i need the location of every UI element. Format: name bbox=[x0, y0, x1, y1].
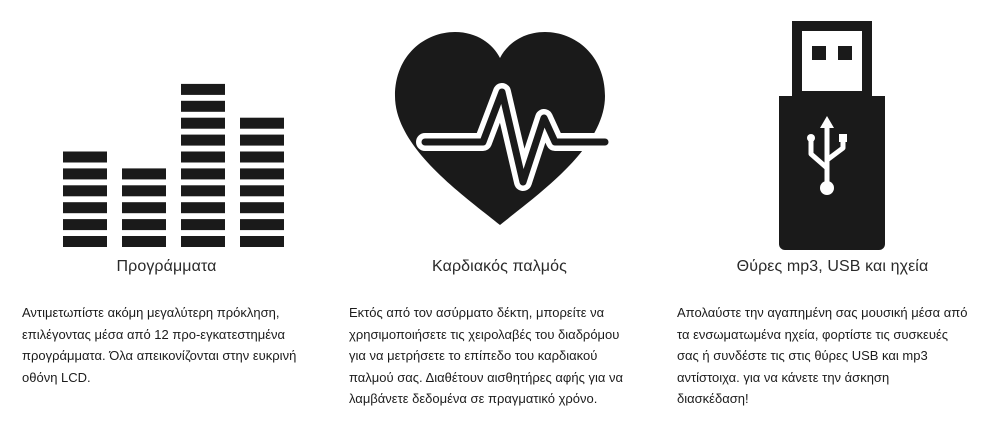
equalizer-block bbox=[181, 152, 225, 163]
description-line: προγράμματα. Όλα απεικονίζονται στην ευκρινή bbox=[22, 348, 297, 363]
description-line: Εκτός από τον ασύρματο δέκτη, μπορείτε να bbox=[349, 305, 605, 320]
equalizer-block bbox=[181, 202, 225, 213]
equalizer-block bbox=[63, 152, 107, 163]
feature-title: Θύρες mp3, USB και ηχεία bbox=[736, 258, 929, 275]
equalizer-block bbox=[181, 101, 225, 112]
equalizer-block bbox=[122, 168, 166, 179]
equalizer-block bbox=[63, 236, 107, 247]
equalizer-block bbox=[240, 135, 284, 146]
equalizer-block bbox=[240, 219, 284, 230]
equalizer-block bbox=[240, 202, 284, 213]
description-line: Αντιμετωπίστε ακόμη μεγαλύτερη πρόκληση, bbox=[22, 305, 280, 320]
equalizer-block bbox=[181, 118, 225, 129]
description-line: αντίστοιχα. για να κάνετε την άσκηση bbox=[677, 369, 890, 385]
equalizer-block bbox=[63, 202, 107, 213]
equalizer-block bbox=[122, 202, 166, 213]
feature-title: Προγράμματα bbox=[116, 258, 217, 275]
description-line: λαμβάνετε δεδομένα σε πραγματικό χρόνο. bbox=[349, 391, 598, 406]
description-line: διασκέδαση! bbox=[677, 391, 749, 406]
description-line: τα ενσωματωμένα ηχεία, φορτίστε τις συσκευές bbox=[677, 326, 949, 342]
equalizer-block bbox=[181, 135, 225, 146]
feature-description bbox=[22, 302, 296, 388]
equalizer-block bbox=[181, 185, 225, 196]
equalizer-block bbox=[181, 84, 225, 95]
usb-drive-icon bbox=[666, 0, 999, 250]
heart-pulse-icon bbox=[333, 0, 666, 250]
equalizer-block bbox=[240, 168, 284, 179]
feature-heart-rate bbox=[333, 0, 666, 433]
equalizer-block bbox=[240, 152, 284, 163]
feature-usb-mp3-speakers bbox=[666, 0, 999, 433]
feature-title: Καρδιακός παλμός bbox=[432, 258, 567, 275]
description-line: Απολαύστε την αγαπημένη σας μουσική μέσα από bbox=[677, 305, 968, 320]
equalizer-block bbox=[122, 185, 166, 196]
description-line: χρησιμοποιήσετε τις χειρολαβές του διαδρόμου bbox=[349, 326, 620, 342]
equalizer-block bbox=[181, 168, 225, 179]
description-line: παλμού σας. Διαθέτουν αισθητήρες αφής για να bbox=[349, 369, 623, 385]
equalizer-block bbox=[181, 219, 225, 230]
feature-description bbox=[349, 302, 623, 410]
feature-description bbox=[677, 302, 967, 410]
description-line: σας ή συνδέστε τις στις θύρες USB και mp3 bbox=[677, 348, 928, 363]
equalizer-block bbox=[63, 219, 107, 230]
equalizer-block bbox=[240, 118, 284, 129]
equalizer-block bbox=[63, 185, 107, 196]
equalizer-icon bbox=[0, 0, 333, 250]
feature-programs bbox=[0, 0, 333, 433]
equalizer-block bbox=[122, 219, 166, 230]
equalizer-block bbox=[240, 236, 284, 247]
description-line: για να μετρήσετε το επίπεδο του καρδιακού bbox=[349, 348, 598, 363]
description-line: οθόνη LCD. bbox=[22, 369, 91, 385]
equalizer-block bbox=[181, 236, 225, 247]
equalizer-block bbox=[63, 168, 107, 179]
description-line: επιλέγοντας μέσα από 12 προ-εγκατεστημένα bbox=[22, 326, 286, 342]
equalizer-block bbox=[240, 185, 284, 196]
equalizer-block bbox=[122, 236, 166, 247]
